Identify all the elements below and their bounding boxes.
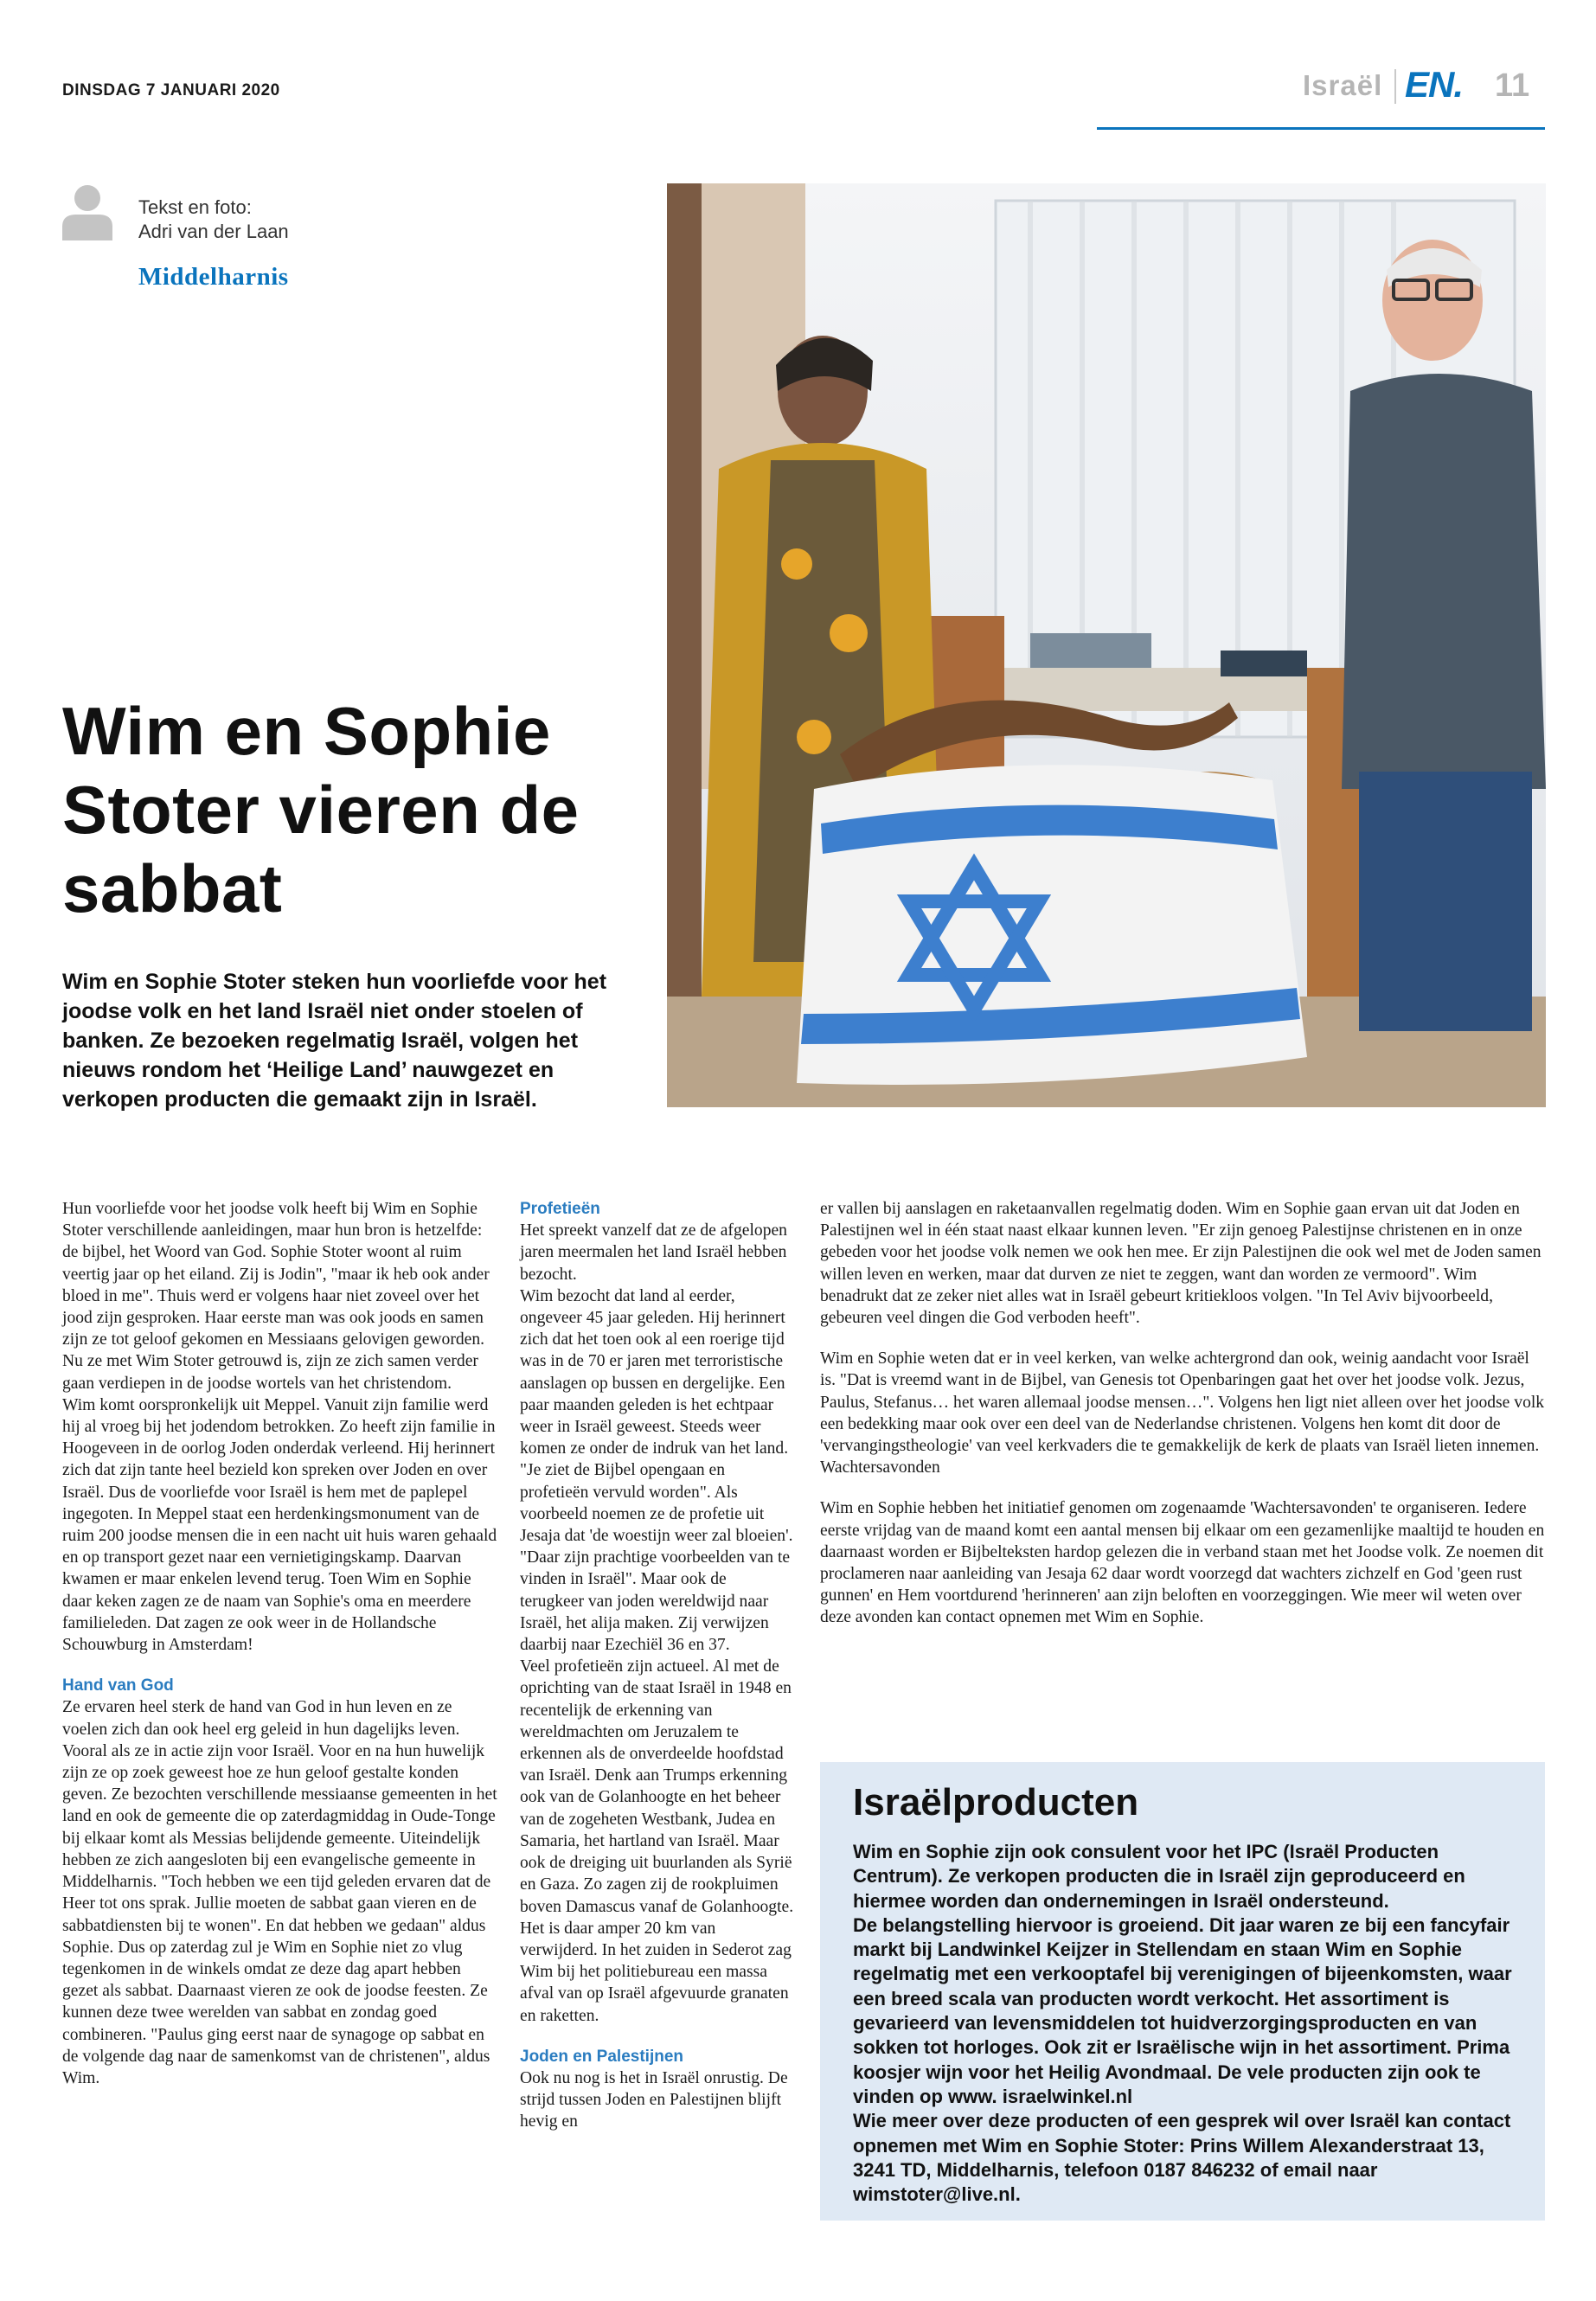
- body-paragraph: Ook nu nog is het in Israël onrustig. De strijd tussen Joden en Palestijnen blijft hevig en: [520, 2068, 788, 2131]
- body-paragraph: Wim en Sophie weten dat er in veel kerken, van welke achtergrond dan ook, weinig aandacht voor Israël is. "Dat is vreemd want in de Bijbel, van Genesis tot Openbaringen gaat het over het joodse volk. Jezus, Paulus, Stefanus… het waren allemaal joodse mensen…". Volgens hen ligt niet alleen over het joodse volk een bedekking maar ook over een deel van de Nederlandse christenen. Volgens hen komt dit door de 'vervangingstheologie' van veel kerkvaders die te gemakkelijk de kerk de plaats van Israël lieten innemen.: [820, 1349, 1545, 1456]
- headline: Wim en Sophie Stoter vieren de sabbat: [62, 693, 580, 926]
- box-title: Israëlproducten: [853, 1781, 1139, 1823]
- body-paragraph: er vallen bij aanslagen en raketaanvallen regelmatig doden. Wim en Sophie gaan ervan uit dat Joden en Palestijnen wel in één staat naast elkaar kunnen leven. "Er zijn genoeg Palestijnse christenen en in onze gebeden voor het joodse volk nemen we ook hen mee. Er zijn Palestijnen die ook wel met de Joden samen willen leven en werken, maar dat durven ze niet te zeggen, want dan worden ze vermoord". Wim benadrukt dat ze zeker niet alles wat in Israël gebeurt kritiekloos volgen. "In Tel Aviv bijvoorbeeld, gebeuren veel dingen die God verboden heeft".: [820, 1200, 1542, 1328]
- subheading-profetieen: Profetieën: [520, 1200, 600, 1218]
- byline: [138, 195, 289, 244]
- credit-label: Tekst en foto:: [138, 196, 252, 218]
- header-rule: [1097, 127, 1545, 130]
- body-paragraph-heading: Wachtersavonden: [820, 1458, 940, 1477]
- body-paragraph: Het spreekt vanzelf dat ze de afgelopen jaren meermalen het land Israël hebben bezocht.: [520, 1221, 787, 1284]
- body-paragraph: Ze ervaren heel sterk de hand van God in hun leven en ze voelen zich dan ook heel erg geleid in hun dagelijks leven. Vooral als ze in actie zijn voor Israël. Voor en na hun huwelijk zijn ze op zoek geweest hoe ze hun geloof gestalte konden geven. Ze bezochten verschillende messiaanse gemeenten in het land en ook de gemeente die op zaterdagmiddag in Oude-Tonge bij elkaar komt als Messias belijdende gemeente. Uiteindelijk hebben ze zich aangesloten bij een evangelische gemeente in Middelharnis. "Toch hebben we een tijd geleden ervaren dat de Heer tot ons sprak. Jullie moeten de sabbat gaan vieren en de sabbatdiensten bij te wonen". En dat hebben we gedaan" aldus Sophie. Dus op zaterdag zul je Wim en Sophie niet zo vlug tegenkomen in de winkels omdat ze deze dag apart hebben gezet als sabbat. Daarnaast vieren ze ook de joodse feesten. Ze kunnen deze twee werelden van sabbat en zondag goed combineren. "Paulus ging eerst naar de synagoge op sabbat en de volgende dag naar de samenkomst van de christenen", aldus Wim.: [62, 1698, 497, 2087]
- body-paragraph: Wim komt oorspronkelijk uit Meppel. Vanuit zijn familie werd hij al vroeg bij het jodendom betrokken. Zo heeft zijn familie in Hoogeveen in de oorlog Joden onderdak verleend. Hij herinnert zich dat zijn tante heel bezield kon spreken over Joden en over Israël. Dus de voorliefde voor Israël is hem met de paplepel ingegoten. In Meppel staat een herdenkingsmonument van de ruim 200 joodse mensen die in een nacht uit huis waren gehaald en op transport gezet naar een vernietigingskamp. Daarvan kwamen er maar enkelen levend terug. Toen Wim en Sophie daar keken zagen ze de naam van Sophie's oma en meerdere familieleden. Dat zagen ze ook weer in de Hollandsche Schouwburg in Amsterdam!: [62, 1395, 497, 1655]
- photo-illustration: [667, 183, 1546, 1107]
- issue-date: DINSDAG 7 JANUARI 2020: [62, 81, 280, 99]
- page-number: 11: [1495, 67, 1530, 104]
- newspaper-logo: EN.: [1405, 64, 1464, 105]
- subheading-joden-en-palestijnen: Joden en Palestijnen: [520, 2047, 683, 2066]
- article-column-2: [520, 1198, 794, 2133]
- header-divider: [1394, 69, 1396, 104]
- dateline-place: Middelharnis: [138, 263, 289, 291]
- body-paragraph: Veel profetieën zijn actueel. Al met de oprichting van de staat Israël in 1948 en recentelijk de erkenning van wereldmachten om Jeruzalem te erkennen als de onverdeelde hoofdstad van Israël. Denk aan Trumps erkenning ook van de Golanhoogte en het beheer van de zogeheten Westbank, Judea en Samaria, het hartland van Israël. Maar ook de dreiging uit buurlanden als Syrië en Gaza. Zo zagen zij de rookpluimen boven Damascus vanaf de Golanhoogte. Het is daar amper 20 km van verwijderd. In het zuiden in Sederot zag Wim bij het politiebureau een massa afval van op Israël afgevuurde granaten en raketten.: [520, 1657, 794, 2025]
- body-paragraph: Hun voorliefde voor het joodse volk heeft bij Wim en Sophie Stoter verschillende aanleidingen, maar hun bron is hetzelfde: de bijbel, het Woord van God. Sophie Stoter woont al ruim veertig jaar op het eiland. Zij is Jodin", "maar ik heb ook ander bloed in me". Thuis werd er volgens haar niet zoveel over het jood zijn gesproken. Haar eerste man was ook joods en samen zijn ze tot geloof gekomen en Messiaans gelovigen geworden. Nu ze met Wim Stoter getrouwd is, zijn ze zich samen verder gaan verdiepen in de joodse wortels van het christendom.: [62, 1200, 490, 1393]
- intro-paragraph: Wim en Sophie Stoter steken hun voorliefde voor het joodse volk en het land Israël niet onder stoelen of banken. Ze bezoeken regelmatig Israël, volgen het nieuws rondom het ‘Heilige Land’ nauwgezet en verkopen producten die gemaakt zijn in Israël.: [62, 970, 607, 1112]
- israelproducten-box: [820, 1762, 1545, 2221]
- subheading-hand-van-god: Hand van God: [62, 1676, 174, 1695]
- section-label: Israël: [1303, 69, 1383, 101]
- person-icon: [62, 183, 112, 240]
- article-column-3: [820, 1198, 1545, 1629]
- body-paragraph: Wim bezocht dat land al eerder, ongeveer 45 jaar geleden. Hij herinnert zich dat het toen ook al een roerige tijd was in de 70 er jaren met terroristische aanslagen op bussen en dergelijke. Een paar maanden geleden is het echtpaar weer in Israël geweest. Steeds weer komen ze onder de indruk van het land. "Je ziet de Bijbel opengaan en profetieën vervuld worden". Als voorbeeld noemen ze de profetie uit Jesaja dat 'de woestijn weer zal bloeien'. "Daar zijn prachtige voorbeelden van te vinden in Israël". Maar ook de terugkeer van joden wereldwijd naar Israël, het alija maken. Zij verwijzen daarbij naar Ezechiël 36 en 37.: [520, 1286, 793, 1655]
- article-column-1: [62, 1198, 499, 2089]
- author-name: Adri van der Laan: [138, 221, 289, 242]
- article-photo: [667, 183, 1546, 1107]
- body-paragraph: Wim en Sophie hebben het initiatief genomen om zogenaamde 'Wachtersavonden' te organiseren. Iedere eerste vrijdag van de maand komt een aantal mensen bij elkaar om een gezamenlijke maaltijd te houden en daarnaast worden er Bijbelteksten hardop gelezen die in verband staan met het Joodse volk. Ze noemen dit proclameren naar aanleiding van Jesaja 62 daar wordt voorzegd dat wachters zichzelf en God 'geen rust gunnen' en Hem voortdurend 'herinneren' aan zijn beloften en voorzeggingen. Wie meer wil weten over deze avonden kan contact opnemen met Wim en Sophie.: [820, 1499, 1545, 1627]
- box-text: Wim en Sophie zijn ook consulent voor het IPC (Israël Producten Centrum). Ze verkopen producten die in Israël zijn geproduceerd en hiermee worden dan ondernemingen in Israël ondersteund. De belangstelling hiervoor is groeiend. Dit jaar waren ze bij een fancyfair markt bij Landwinkel Keijzer in Stellendam en staan Wim en Sophie regelmatig met een verkooptafel bij verenigingen of bijeenkomsten, waar een breed scala van producten wordt verkocht. Het assortiment is gevarieerd van levensmiddelen tot huidverzorgingsproducten en van sokken tot horloges. Ook zit er Israëlische wijn in het assortiment. Prima koosjer wijn voor het Heilig Avondmaal. De vele producten zijn ook te vinden op www. israelwinkel.nl Wie meer over deze producten of een gesprek wil over Israël kan contact opnemen met Wim en Sophie Stoter: Prins Willem Alexanderstraat 13, 3241 TD, Middelharnis, telefoon 0187 846232 of email naar wimstoter@live.nl.: [853, 1841, 1512, 2206]
